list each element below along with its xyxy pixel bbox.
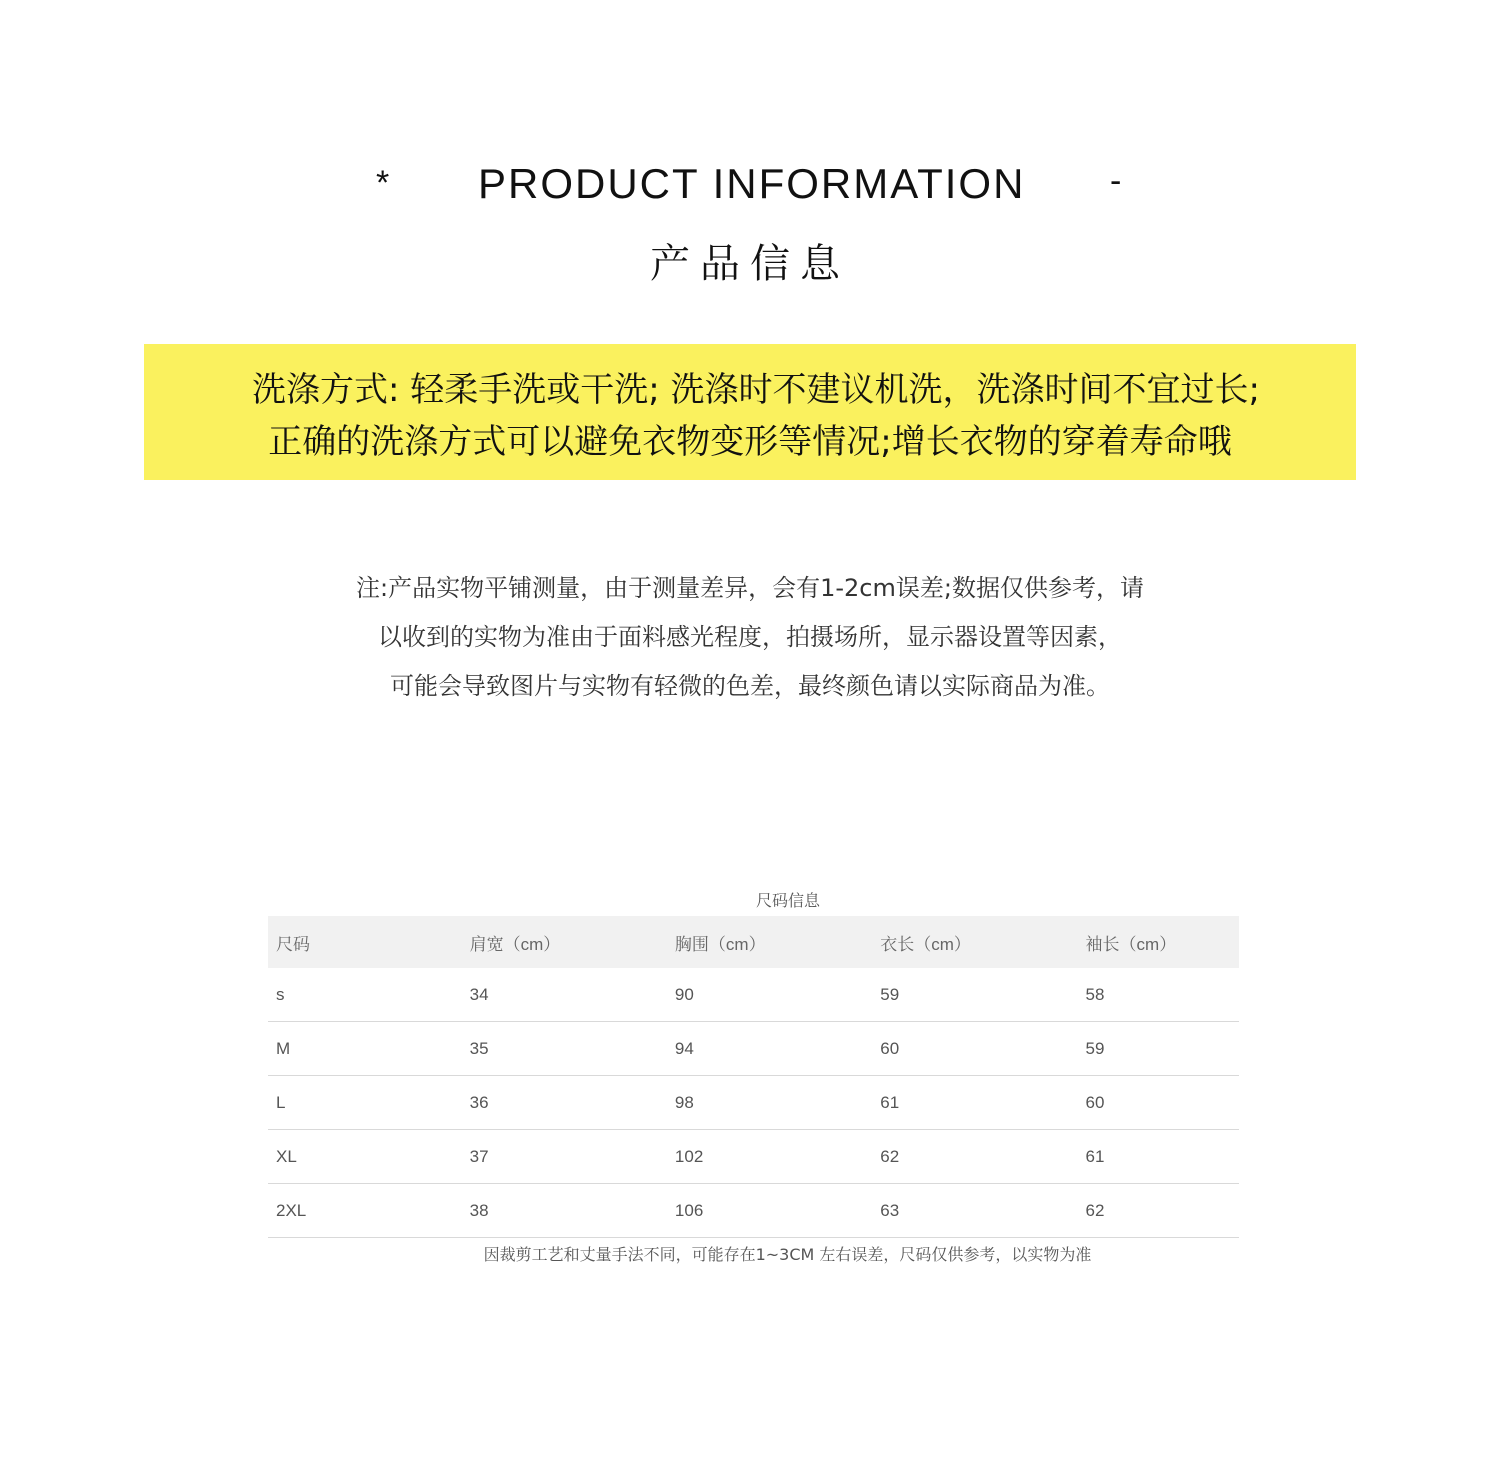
cell-length: 61 xyxy=(872,1076,1077,1130)
cell-length: 60 xyxy=(872,1022,1077,1076)
header-size: 尺码 xyxy=(268,916,462,968)
cell-sleeve: 62 xyxy=(1078,1184,1239,1238)
table-row xyxy=(268,1130,1239,1184)
note-line-3: 可能会导致图片与实物有轻微的色差，最终颜色请以实际商品为准。 xyxy=(390,672,1110,700)
cell-size: M xyxy=(268,1022,462,1076)
cell-length: 59 xyxy=(872,968,1077,1022)
cell-shoulder: 36 xyxy=(462,1076,667,1130)
page-title-cn: 产品信息 xyxy=(650,241,850,287)
table-row xyxy=(268,1076,1239,1130)
measurement-note xyxy=(0,568,1500,715)
cell-chest: 90 xyxy=(667,968,872,1022)
wash-instructions-banner xyxy=(144,344,1356,480)
wash-instructions-line-1: 洗涤方式: 轻柔手洗或干洗; 洗涤时不建议机洗，洗涤时间不宜过长; xyxy=(252,370,1260,410)
dash-decoration: - xyxy=(1110,162,1122,200)
header-chest: 胸围（cm） xyxy=(667,916,872,968)
cell-length: 63 xyxy=(872,1184,1077,1238)
cell-shoulder: 35 xyxy=(462,1022,667,1076)
cell-chest: 94 xyxy=(667,1022,872,1076)
cell-sleeve: 58 xyxy=(1078,968,1239,1022)
header-line xyxy=(0,160,1500,216)
header-shoulder: 肩宽（cm） xyxy=(462,916,667,968)
size-table xyxy=(268,916,1239,1238)
cell-size: s xyxy=(268,968,462,1022)
cell-length: 62 xyxy=(872,1130,1077,1184)
note-line-2: 以收到的实物为准由于面料感光程度，拍摄场所，显示器设置等因素， xyxy=(378,623,1122,651)
note-line-1: 注:产品实物平铺测量，由于测量差异，会有1-2cm误差;数据仅供参考，请 xyxy=(356,574,1144,602)
header-sleeve: 袖长（cm） xyxy=(1078,916,1239,968)
star-decoration: * xyxy=(376,164,390,202)
wash-instructions-line-2: 正确的洗涤方式可以避免衣物变形等情况;增长衣物的穿着寿命哦 xyxy=(268,422,1232,462)
cell-sleeve: 61 xyxy=(1078,1130,1239,1184)
cell-chest: 102 xyxy=(667,1130,872,1184)
size-table-header-row xyxy=(268,916,1239,968)
cell-chest: 98 xyxy=(667,1076,872,1130)
size-table-footnote: 因裁剪工艺和丈量手法不同，可能存在1~3CM 左右误差，尺码仅供参考，以实物为准 xyxy=(483,1245,1092,1264)
cell-chest: 106 xyxy=(667,1184,872,1238)
page-title-en: PRODUCT INFORMATION xyxy=(478,160,1026,207)
cell-shoulder: 34 xyxy=(462,968,667,1022)
cell-sleeve: 59 xyxy=(1078,1022,1239,1076)
table-row xyxy=(268,968,1239,1022)
header-length: 衣长（cm） xyxy=(872,916,1077,968)
table-row xyxy=(268,1022,1239,1076)
size-table-title: 尺码信息 xyxy=(755,891,820,910)
table-row xyxy=(268,1184,1239,1238)
cell-sleeve: 60 xyxy=(1078,1076,1239,1130)
cell-size: 2XL xyxy=(268,1184,462,1238)
cell-shoulder: 38 xyxy=(462,1184,667,1238)
cell-size: XL xyxy=(268,1130,462,1184)
cell-size: L xyxy=(268,1076,462,1130)
cell-shoulder: 37 xyxy=(462,1130,667,1184)
